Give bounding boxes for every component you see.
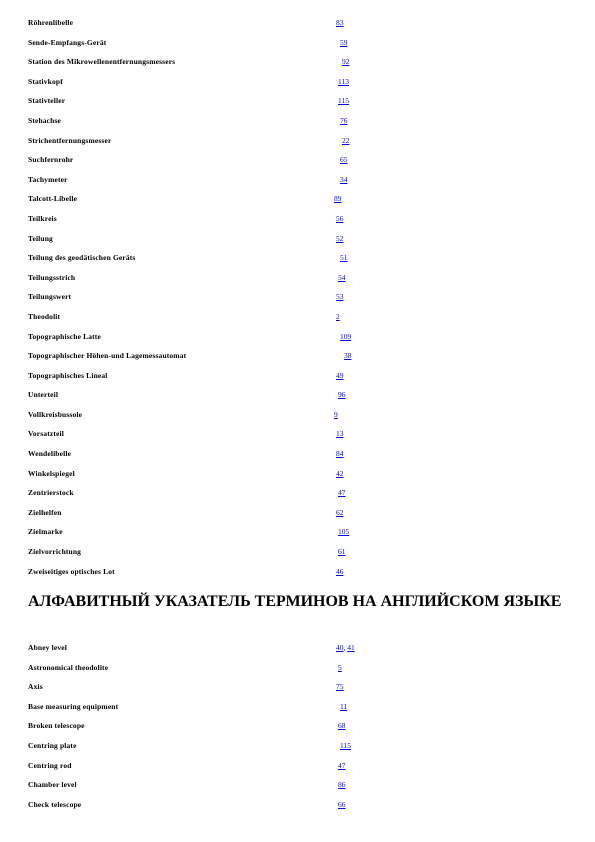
english-index-entry <box>28 741 568 761</box>
page-number-link[interactable]: 40 <box>336 643 344 652</box>
page-references <box>336 508 344 518</box>
page-references <box>336 18 344 28</box>
index-term: Axis <box>28 682 43 692</box>
page-references <box>338 800 346 810</box>
page-number-link[interactable]: 86 <box>338 780 346 790</box>
page-number-link[interactable]: 51 <box>340 253 348 263</box>
page-references <box>336 643 355 653</box>
page-number-link[interactable]: 89 <box>334 194 342 204</box>
index-term: Theodolit <box>28 311 61 321</box>
page-number-link[interactable]: 56 <box>336 213 344 223</box>
index-term: Vollkreisbussole <box>28 409 83 419</box>
page-number-link[interactable]: 105 <box>338 527 350 537</box>
index-term: Stativteller <box>28 96 66 106</box>
index-term: Teilung <box>28 233 53 243</box>
index-term: Tachymeter <box>28 174 68 184</box>
german-index-entry <box>28 18 568 38</box>
index-term: Station des Mikrowellenentfernungsmessers <box>28 57 176 67</box>
page-references <box>338 390 346 400</box>
page-references <box>336 234 344 244</box>
page-references <box>342 136 350 146</box>
index-term: Topographischer Höhen-und Lagemessautomat <box>28 351 187 361</box>
page-number-link[interactable]: 38 <box>344 351 352 361</box>
german-index-entry <box>28 136 568 156</box>
page-references <box>336 292 344 302</box>
english-index-entry <box>28 721 568 741</box>
index-term: Teilkreis <box>28 213 57 223</box>
page-references <box>340 702 347 712</box>
index-term: Base measuring equipment <box>28 701 119 711</box>
english-index-entry <box>28 663 568 683</box>
page-references <box>336 371 344 381</box>
page-number-link[interactable]: 61 <box>338 547 346 557</box>
page-references <box>340 155 348 165</box>
page-number-link[interactable]: 41 <box>347 643 355 652</box>
page-number-link[interactable]: 47 <box>338 760 346 770</box>
index-term: Chamber level <box>28 780 77 790</box>
index-term: Röhrenlibelle <box>28 18 74 27</box>
page-number-link[interactable]: 92 <box>342 57 350 67</box>
page-references <box>338 488 346 498</box>
index-term: Wendelibelle <box>28 449 72 459</box>
german-index-entry <box>28 194 568 214</box>
page-number-link[interactable]: 42 <box>336 468 344 478</box>
page-number-link[interactable]: 46 <box>336 566 344 576</box>
german-index-entry <box>28 508 568 528</box>
index-term: Astronomical theodolite <box>28 662 109 672</box>
page-number-link[interactable]: 83 <box>336 18 344 27</box>
reference-separator: , <box>343 643 348 652</box>
index-term: Topographisches Lineal <box>28 370 108 380</box>
page-number-link[interactable]: 53 <box>336 292 344 302</box>
german-index-entry <box>28 567 568 587</box>
index-term: Teilung des geodätischen Geräts <box>28 253 136 263</box>
page-number-link[interactable]: 47 <box>338 488 346 498</box>
index-term: Vorsatzteil <box>28 429 64 439</box>
german-index-entry <box>28 332 568 352</box>
german-index-entry <box>28 253 568 273</box>
german-index-entry <box>28 312 568 332</box>
page-number-link[interactable]: 115 <box>340 740 351 750</box>
english-index-entry <box>28 800 568 820</box>
page-references <box>336 312 340 322</box>
german-index-entry <box>28 155 568 175</box>
page-references <box>340 116 348 126</box>
page-number-link[interactable]: 109 <box>340 331 352 341</box>
german-index-entry <box>28 410 568 430</box>
page-number-link[interactable]: 49 <box>336 370 344 380</box>
english-index-entry <box>28 702 568 722</box>
english-index-entry <box>28 682 568 702</box>
german-index-entry <box>28 77 568 97</box>
german-index-entry <box>28 292 568 312</box>
german-index-entry <box>28 57 568 77</box>
index-term: Zielhelfen <box>28 507 62 517</box>
index-term: Unterteil <box>28 390 59 400</box>
german-index-entry <box>28 273 568 293</box>
page-number-link[interactable]: 52 <box>336 233 344 243</box>
page-number-link[interactable]: 59 <box>340 37 348 47</box>
page-references <box>336 449 344 459</box>
index-term: Topographische Latte <box>28 331 101 341</box>
index-term: Winkelspiegel <box>28 468 75 478</box>
index-term: Zweiseitiges optisches Lot <box>28 566 115 576</box>
index-term: Abney level <box>28 643 67 652</box>
page-references <box>336 214 344 224</box>
german-index-entry <box>28 351 568 371</box>
index-term: Talcott-Libelle <box>28 194 78 204</box>
german-index-entry <box>28 469 568 489</box>
index-term: Teilungswert <box>28 292 72 302</box>
index-term: Teilungsstrich <box>28 272 76 282</box>
page-references <box>338 77 349 87</box>
german-index-entry <box>28 527 568 547</box>
page-number-link[interactable]: 96 <box>338 390 346 400</box>
page-number-link[interactable]: 22 <box>342 135 350 145</box>
english-index-heading: АЛФАВИТНЫЙ УКАЗАТЕЛЬ ТЕРМИНОВ НА АНГЛИЙСКОМ ЯЗЫКЕ <box>28 593 562 610</box>
page-number-link[interactable]: 11 <box>340 701 348 711</box>
page-number-link[interactable]: 5 <box>338 662 342 672</box>
page-references <box>340 175 348 185</box>
page-number-link[interactable]: 76 <box>340 115 348 125</box>
index-term: Broken telescope <box>28 721 85 731</box>
german-index-entry <box>28 116 568 136</box>
page-number-link[interactable]: 115 <box>338 96 349 106</box>
page-references <box>336 429 344 439</box>
german-index-entry <box>28 371 568 391</box>
index-term: Check telescope <box>28 799 82 809</box>
page-references <box>342 57 350 67</box>
page-references <box>340 332 351 342</box>
german-index-entry <box>28 214 568 234</box>
page-number-link[interactable]: 34 <box>340 174 348 184</box>
index-term: Zielvorrichtung <box>28 547 82 557</box>
german-index-entry <box>28 429 568 449</box>
german-index-entry <box>28 234 568 254</box>
index-term: Zentrierstock <box>28 488 74 498</box>
english-index-entry <box>28 780 568 800</box>
page-number-link[interactable]: 68 <box>338 721 346 731</box>
page-number-link[interactable]: 2 <box>336 311 340 321</box>
index-term: Stehachse <box>28 115 62 125</box>
page-number-link[interactable]: 13 <box>336 429 344 439</box>
page-references <box>336 682 344 692</box>
page-number-link[interactable]: 54 <box>338 272 346 282</box>
page-references <box>336 469 344 479</box>
page-references <box>338 721 346 731</box>
page-references <box>338 663 342 673</box>
english-index-entry <box>28 761 568 781</box>
german-index-entry <box>28 488 568 508</box>
page-references <box>338 547 346 557</box>
page-references <box>340 741 351 751</box>
page-number-link[interactable]: 65 <box>340 155 348 165</box>
index-term: Zielmarke <box>28 527 63 537</box>
german-index-entry <box>28 449 568 469</box>
german-index-list <box>28 18 568 586</box>
index-term: Sende-Empfangs-Gerät <box>28 37 107 47</box>
german-index-entry <box>28 38 568 58</box>
page-references <box>340 38 348 48</box>
page-number-link[interactable]: 9 <box>334 409 338 419</box>
page-number-link[interactable]: 66 <box>338 799 346 809</box>
page-number-link[interactable]: 62 <box>336 507 344 517</box>
page-references <box>340 253 348 263</box>
page-number-link[interactable]: 75 <box>336 682 344 692</box>
german-index-entry <box>28 175 568 195</box>
english-index-entry <box>28 643 568 663</box>
german-index-entry <box>28 96 568 116</box>
page-number-link[interactable]: 113 <box>338 76 349 86</box>
page-references <box>338 761 346 771</box>
german-index-entry <box>28 390 568 410</box>
page-references <box>344 351 352 361</box>
page-number-link[interactable]: 84 <box>336 449 344 459</box>
page-references <box>334 194 342 204</box>
page-references <box>338 780 346 790</box>
page-references <box>338 273 346 283</box>
index-term: Centring plate <box>28 740 77 750</box>
index-term: Suchfernrohr <box>28 155 74 165</box>
index-term: Strichentfernungsmesser <box>28 135 112 145</box>
index-term: Stativkopf <box>28 76 63 86</box>
english-index-list <box>28 643 568 819</box>
page-references <box>336 567 344 577</box>
german-index-entry <box>28 547 568 567</box>
page-references <box>338 527 349 537</box>
page-references <box>334 410 338 420</box>
index-term: Centring rod <box>28 760 72 770</box>
page-references <box>338 96 349 106</box>
